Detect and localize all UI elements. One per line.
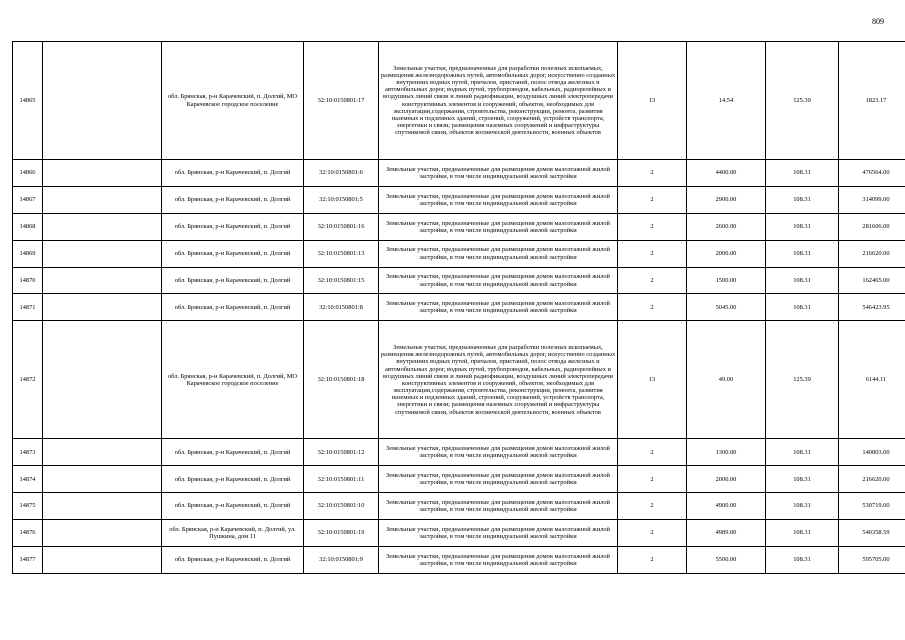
cadastral-number: 32:10:0150801:15 [304, 267, 379, 294]
total-cell: 140803.00 [839, 439, 905, 466]
address-cell: обл. Брянская, р-н Карачевский, п. Долгий [162, 493, 304, 520]
cadastral-number: 32:10:0150801:11 [304, 466, 379, 493]
row-id: 14869 [13, 240, 43, 267]
land-use-cell: Земельные участки, предназначенные для разработки полезных ископаемых, размещения железнодорожных путей, автомобильных дорог, искусственно созданных внутренних водных путей, причалов, пристаней, полос отвода железных и автомобильных дорог, водных путей, трубопроводов, кабельных, радиорелейных и воздушных линий связи и линий радиофикации, воздушных линий электропередачи конструктивных элементов и сооружений, объектов, необходимых для эксплуатации,содержания, строительства, реконструкции, ремонта, развития наземных и подземных зданий, строений, сооружений, устройств транспорта, энергетики и связи; размещения наземных сооружений и инфраструктуры спутниковой связи, объектов космической деятельности, военных объектов [379, 42, 618, 160]
land-use-cell: Земельные участки, предназначенные для размещения домов малоэтажной жилой застройки, в том числе индивидуальной жилой застройки [379, 520, 618, 547]
rate-cell: 108.31 [766, 439, 839, 466]
cadastral-number: 32:10:0150801:17 [304, 42, 379, 160]
total-cell: 595705.00 [839, 546, 905, 573]
empty-cell [43, 160, 162, 187]
empty-cell [43, 240, 162, 267]
area-cell: 49.00 [687, 321, 766, 439]
address-cell: обл. Брянская, р-н Карачевский, п. Долгий [162, 240, 304, 267]
row-id: 14872 [13, 321, 43, 439]
table-row [13, 267, 905, 294]
table-row [13, 466, 905, 493]
cadastral-number: 32:10:0150801:8 [304, 294, 379, 321]
area-cell: 2900.00 [687, 186, 766, 213]
use-code: 2 [618, 546, 687, 573]
table-row [13, 186, 905, 213]
table-row [13, 493, 905, 520]
empty-cell [43, 42, 162, 160]
area-cell: 2000.00 [687, 466, 766, 493]
area-cell: 4900.00 [687, 493, 766, 520]
cadastral-number: 32:10:0150801:16 [304, 213, 379, 240]
row-id: 14867 [13, 186, 43, 213]
table-row [13, 213, 905, 240]
total-cell: 6144.11 [839, 321, 905, 439]
cadastral-number: 32:10:0150801:9 [304, 546, 379, 573]
address-cell: обл. Брянская, р-н Карачевский, п. Долгий [162, 213, 304, 240]
use-code: 2 [618, 493, 687, 520]
empty-cell [43, 493, 162, 520]
use-code: 2 [618, 240, 687, 267]
cadastral-number: 32:10:0150801:6 [304, 160, 379, 187]
land-use-cell: Земельные участки, предназначенные для разработки полезных ископаемых, размещения железнодорожных путей, автомобильных дорог, искусственно созданных внутренних водных путей, причалов, пристаней, полос отвода железных и автомобильных дорог, водных путей, трубопроводов, кабельных, радиорелейных и воздушных линий связи и линий радиофикации, воздушных линий электропередачи конструктивных элементов и сооружений, объектов, необходимых для эксплуатации,содержания, строительства, реконструкции, ремонта, развития наземных и подземных зданий, строений, сооружений, устройств транспорта, энергетики и связи; размещения наземных сооружений и инфраструктуры спутниковой связи, объектов космической деятельности, военных объектов [379, 321, 618, 439]
area-cell: 4400.00 [687, 160, 766, 187]
table-row [13, 294, 905, 321]
address-cell: обл. Брянская, р-н Карачевский, п. Долгий [162, 546, 304, 573]
empty-cell [43, 546, 162, 573]
empty-cell [43, 213, 162, 240]
use-code: 2 [618, 186, 687, 213]
empty-cell [43, 294, 162, 321]
total-cell: 162465.00 [839, 267, 905, 294]
row-id: 14873 [13, 439, 43, 466]
use-code: 13 [618, 321, 687, 439]
empty-cell [43, 520, 162, 547]
land-use-cell: Земельные участки, предназначенные для размещения домов малоэтажной жилой застройки, в том числе индивидуальной жилой застройки [379, 213, 618, 240]
rate-cell: 108.31 [766, 160, 839, 187]
use-code: 2 [618, 213, 687, 240]
total-cell: 546423.95 [839, 294, 905, 321]
rate-cell: 108.31 [766, 493, 839, 520]
address-cell: обл. Брянская, р-н Карачевский, п. Долгий, МО Карачевское городское поселение [162, 321, 304, 439]
land-use-cell: Земельные участки, предназначенные для размещения домов малоэтажной жилой застройки, в том числе индивидуальной жилой застройки [379, 160, 618, 187]
address-cell: обл. Брянская, р-н Карачевский, п. Долгий, ул. Пушкина, дом 11 [162, 520, 304, 547]
table-row [13, 42, 905, 160]
total-cell: 476564.00 [839, 160, 905, 187]
total-cell: 1823.17 [839, 42, 905, 160]
address-cell: обл. Брянская, р-н Карачевский, п. Долгий [162, 466, 304, 493]
row-id: 14870 [13, 267, 43, 294]
cadastral-number: 32:10:0150801:10 [304, 493, 379, 520]
area-cell: 5045.00 [687, 294, 766, 321]
empty-cell [43, 466, 162, 493]
rate-cell: 108.31 [766, 213, 839, 240]
table-row [13, 546, 905, 573]
row-id: 14877 [13, 546, 43, 573]
table-row [13, 160, 905, 187]
use-code: 2 [618, 294, 687, 321]
row-id: 14875 [13, 493, 43, 520]
total-cell: 540358.59 [839, 520, 905, 547]
row-id: 14874 [13, 466, 43, 493]
table-row [13, 439, 905, 466]
use-code: 13 [618, 42, 687, 160]
rate-cell: 108.31 [766, 294, 839, 321]
table-row [13, 240, 905, 267]
rate-cell: 108.31 [766, 466, 839, 493]
empty-cell [43, 439, 162, 466]
rate-cell: 108.31 [766, 186, 839, 213]
row-id: 14865 [13, 42, 43, 160]
address-cell: обл. Брянская, р-н Карачевский, п. Долгий [162, 439, 304, 466]
row-id: 14868 [13, 213, 43, 240]
table-row [13, 520, 905, 547]
land-use-cell: Земельные участки, предназначенные для размещения домов малоэтажной жилой застройки, в том числе индивидуальной жилой застройки [379, 439, 618, 466]
rate-cell: 125.39 [766, 321, 839, 439]
address-cell: обл. Брянская, р-н Карачевский, п. Долгий [162, 186, 304, 213]
land-use-cell: Земельные участки, предназначенные для размещения домов малоэтажной жилой застройки, в том числе индивидуальной жилой застройки [379, 546, 618, 573]
area-cell: 14.54 [687, 42, 766, 160]
total-cell: 530719.00 [839, 493, 905, 520]
use-code: 2 [618, 520, 687, 547]
rate-cell: 108.31 [766, 546, 839, 573]
use-code: 2 [618, 466, 687, 493]
address-cell: обл. Брянская, р-н Карачевский, п. Долгий [162, 267, 304, 294]
empty-cell [43, 267, 162, 294]
area-cell: 4989.00 [687, 520, 766, 547]
row-id: 14866 [13, 160, 43, 187]
address-cell: обл. Брянская, р-н Карачевский, п. Долгий [162, 160, 304, 187]
land-use-cell: Земельные участки, предназначенные для размещения домов малоэтажной жилой застройки, в том числе индивидуальной жилой застройки [379, 186, 618, 213]
cadastral-number: 32:10:0150801:18 [304, 321, 379, 439]
area-cell: 2600.00 [687, 213, 766, 240]
cadastral-number: 32:10:0150801:13 [304, 240, 379, 267]
empty-cell [43, 186, 162, 213]
page-number: 809 [872, 17, 884, 26]
address-cell: обл. Брянская, р-н Карачевский, п. Долгий [162, 294, 304, 321]
rate-cell: 108.31 [766, 267, 839, 294]
use-code: 2 [618, 160, 687, 187]
land-use-cell: Земельные участки, предназначенные для размещения домов малоэтажной жилой застройки, в том числе индивидуальной жилой застройки [379, 240, 618, 267]
row-id: 14876 [13, 520, 43, 547]
total-cell: 216620.00 [839, 240, 905, 267]
area-cell: 2000.00 [687, 240, 766, 267]
land-registry-table [12, 41, 905, 574]
land-use-cell: Земельные участки, предназначенные для размещения домов малоэтажной жилой застройки, в том числе индивидуальной жилой застройки [379, 493, 618, 520]
land-use-cell: Земельные участки, предназначенные для размещения домов малоэтажной жилой застройки, в том числе индивидуальной жилой застройки [379, 267, 618, 294]
area-cell: 5500.00 [687, 546, 766, 573]
address-cell: обл. Брянская, р-н Карачевский, п. Долгий, МО Карачевское городское поселение [162, 42, 304, 160]
table-row [13, 321, 905, 439]
cadastral-number: 32:10:0150801:12 [304, 439, 379, 466]
use-code: 2 [618, 439, 687, 466]
total-cell: 216620.00 [839, 466, 905, 493]
cadastral-number: 32:10:0150801:5 [304, 186, 379, 213]
land-use-cell: Земельные участки, предназначенные для размещения домов малоэтажной жилой застройки, в том числе индивидуальной жилой застройки [379, 466, 618, 493]
cadastral-number: 32:10:0150801:19 [304, 520, 379, 547]
use-code: 2 [618, 267, 687, 294]
rate-cell: 125.39 [766, 42, 839, 160]
empty-cell [43, 321, 162, 439]
land-use-cell: Земельные участки, предназначенные для размещения домов малоэтажной жилой застройки, в том числе индивидуальной жилой застройки [379, 294, 618, 321]
total-cell: 314099.00 [839, 186, 905, 213]
total-cell: 281606.00 [839, 213, 905, 240]
row-id: 14871 [13, 294, 43, 321]
rate-cell: 108.31 [766, 240, 839, 267]
area-cell: 1300.00 [687, 439, 766, 466]
rate-cell: 108.31 [766, 520, 839, 547]
area-cell: 1500.00 [687, 267, 766, 294]
